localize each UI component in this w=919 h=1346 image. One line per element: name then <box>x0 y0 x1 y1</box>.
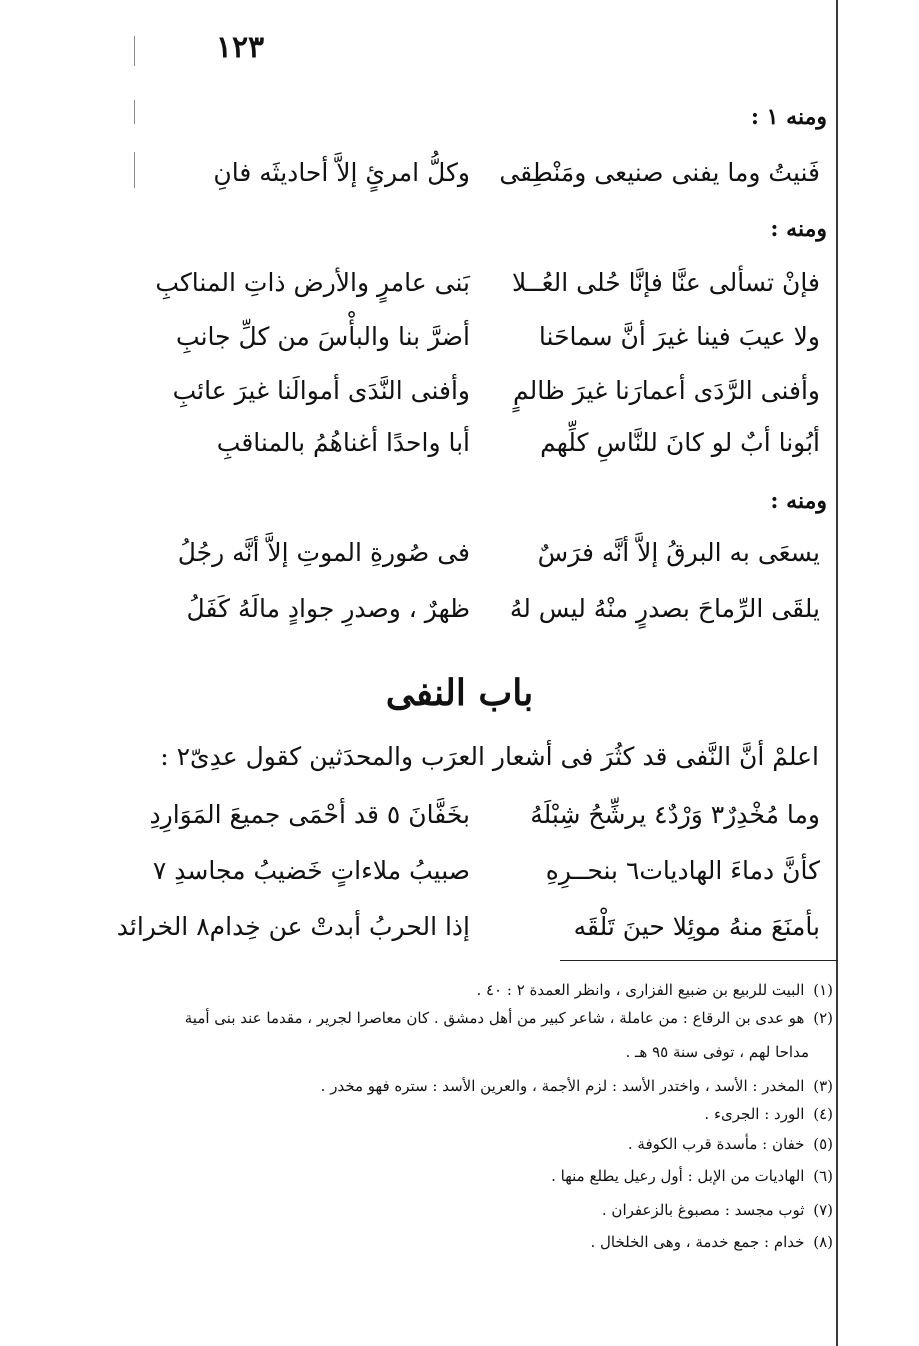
verse-3b <box>150 594 840 644</box>
footnote-number: (٦) <box>813 1167 833 1185</box>
verse-2a-first-hemistich: فإنْ تسألى عنَّا فإنَّا حُلى العُــلا <box>512 268 820 297</box>
verse-2d <box>150 428 840 478</box>
verse-2d-first-hemistich: أبُونا أبٌ لو كانَ للنَّاسِ كلِّهم <box>540 428 820 457</box>
verse-4a <box>150 800 840 850</box>
footnote-number: (٣) <box>813 1077 833 1095</box>
verse-4c-second-hemistich: إذا الحربُ أبدتْ عن خِدام٨ الخرائد <box>116 912 470 941</box>
footnote-6 <box>551 1164 833 1188</box>
verse-2c-first-hemistich: وأفنى الرَّدَى أعمارَنا غيرَ ظالمٍ <box>513 376 820 405</box>
footnote-text: هو عدى بن الرقاع : من عاملة ، شاعر كبير من أهل دمشق . كان معاصرا لجرير ، مقدما عند بنى أمية <box>184 1009 805 1027</box>
footnote-text: الهاديات من الإبل : أول رعيل يطلع منها . <box>551 1167 805 1185</box>
scan-mark <box>134 152 135 188</box>
verse-2b-second-hemistich: أضرَّ بنا والبأْسَ من كلِّ جانبِ <box>176 322 470 351</box>
footnote-text: ثوب مجسد : مصبوغ بالزعفران . <box>601 1201 805 1219</box>
footnote-text: الورد : الجرىء . <box>704 1105 805 1123</box>
footnote-8 <box>590 1230 833 1254</box>
footnote-4 <box>704 1102 833 1126</box>
verse-1 <box>150 158 840 208</box>
chapter-title: باب النفى <box>385 672 534 714</box>
verse-1-first-hemistich: فَنيتُ وما يفنى صنيعى ومَنْطِقى <box>499 158 820 187</box>
verse-4b-second-hemistich: صبيبُ ملاءاتٍ خَضيبُ مجاسدِ ٧ <box>152 856 470 885</box>
verse-2c <box>150 376 840 426</box>
footnote-2-continued <box>625 1040 809 1064</box>
verse-2a-second-hemistich: بَنى عامرٍ والأرض ذاتِ المناكبِ <box>155 268 470 297</box>
verse-3b-second-hemistich: ظهرٌ ، وصدرِ جوادٍ مالَهُ كَفَلُ <box>186 594 470 623</box>
footnote-text: مداحا لهم ، توفى سنة ٩٥ هـ . <box>625 1043 809 1061</box>
verse-4b-first-hemistich: كأنَّ دماءَ الهاديات٦ بنحــرِهِ <box>545 856 820 885</box>
verse-4a-first-hemistich: وما مُخْدِرٌ٣ وَرْدٌ٤ يرشِّحُ شِبْلَهُ <box>530 800 820 829</box>
footnote-2 <box>185 1006 833 1030</box>
verse-3a <box>150 538 840 588</box>
footnote-text: البيت للربيع بن ضبيع الفزارى ، وانظر العمدة ٢ : ٤٠ . <box>476 981 805 999</box>
footnote-text: خفان : مأسدة قرب الكوفة . <box>627 1135 805 1153</box>
verse-4b <box>150 856 840 906</box>
verse-2b-first-hemistich: ولا عيبَ فينا غيرَ أنَّ سماحَنا <box>538 322 820 351</box>
footnote-number: (١) <box>813 981 833 999</box>
footnote-text: المخدر : الأسد ، واختدر الأسد : لزم الأجمة ، والعرين الأسد : ستره فهو مخدر . <box>320 1077 805 1095</box>
scan-mark <box>134 100 135 124</box>
verse-4c <box>116 912 840 962</box>
footnote-number: (٨) <box>813 1233 833 1251</box>
footnote-divider <box>560 960 838 961</box>
verse-2d-second-hemistich: أبا واحدًا أغناهُمُ بالمناقبِ <box>216 428 470 457</box>
intro-line-3: ومنه : <box>770 488 827 514</box>
footnote-number: (٧) <box>813 1201 833 1219</box>
scan-mark <box>134 36 135 66</box>
page-number: ١٢٣ <box>215 30 265 65</box>
verse-2b <box>150 322 840 372</box>
footnote-3 <box>321 1074 833 1098</box>
prose-paragraph: اعلمْ أنَّ النَّفى قد كثُرَ فى أشعار العرَب والمحدَثين كقول عدِىّ٢ : <box>160 742 819 771</box>
footnote-number: (٥) <box>813 1135 833 1153</box>
footnote-number: (٢) <box>813 1009 833 1027</box>
footnote-text: خدام : جمع خدمة ، وهى الخلخال . <box>590 1233 805 1251</box>
verse-3a-first-hemistich: يسعَى به البرقُ إلاَّ أنَّه فرَسٌ <box>537 538 820 567</box>
verse-3a-second-hemistich: فى صُورةِ الموتِ إلاَّ أنَّه رجُلُ <box>177 538 470 567</box>
footnote-1 <box>476 978 833 1002</box>
verse-2a <box>150 268 840 318</box>
verse-3b-first-hemistich: يلقَى الرِّماحَ بصدرٍ منْهُ ليس لهُ <box>509 594 820 623</box>
verse-1-second-hemistich: وكلُّ امرئٍ إلاَّ أحاديثَه فانِ <box>213 158 470 187</box>
verse-2c-second-hemistich: وأفنى النَّدَى أموالَنا غيرَ عائبِ <box>172 376 470 405</box>
footnote-5 <box>628 1132 833 1156</box>
footnote-7 <box>602 1198 833 1222</box>
verse-4c-first-hemistich: بأمنَعَ منهُ موئِلا حينَ تَلْقَه <box>573 912 820 941</box>
intro-line-2: ومنه : <box>770 216 827 242</box>
footnote-number: (٤) <box>813 1105 833 1123</box>
verse-4a-second-hemistich: بخَفَّانَ ٥ قد أحْمَى جميعَ المَوَارِدِ <box>149 800 470 829</box>
intro-line-1: ومنه ١ : <box>750 104 827 130</box>
